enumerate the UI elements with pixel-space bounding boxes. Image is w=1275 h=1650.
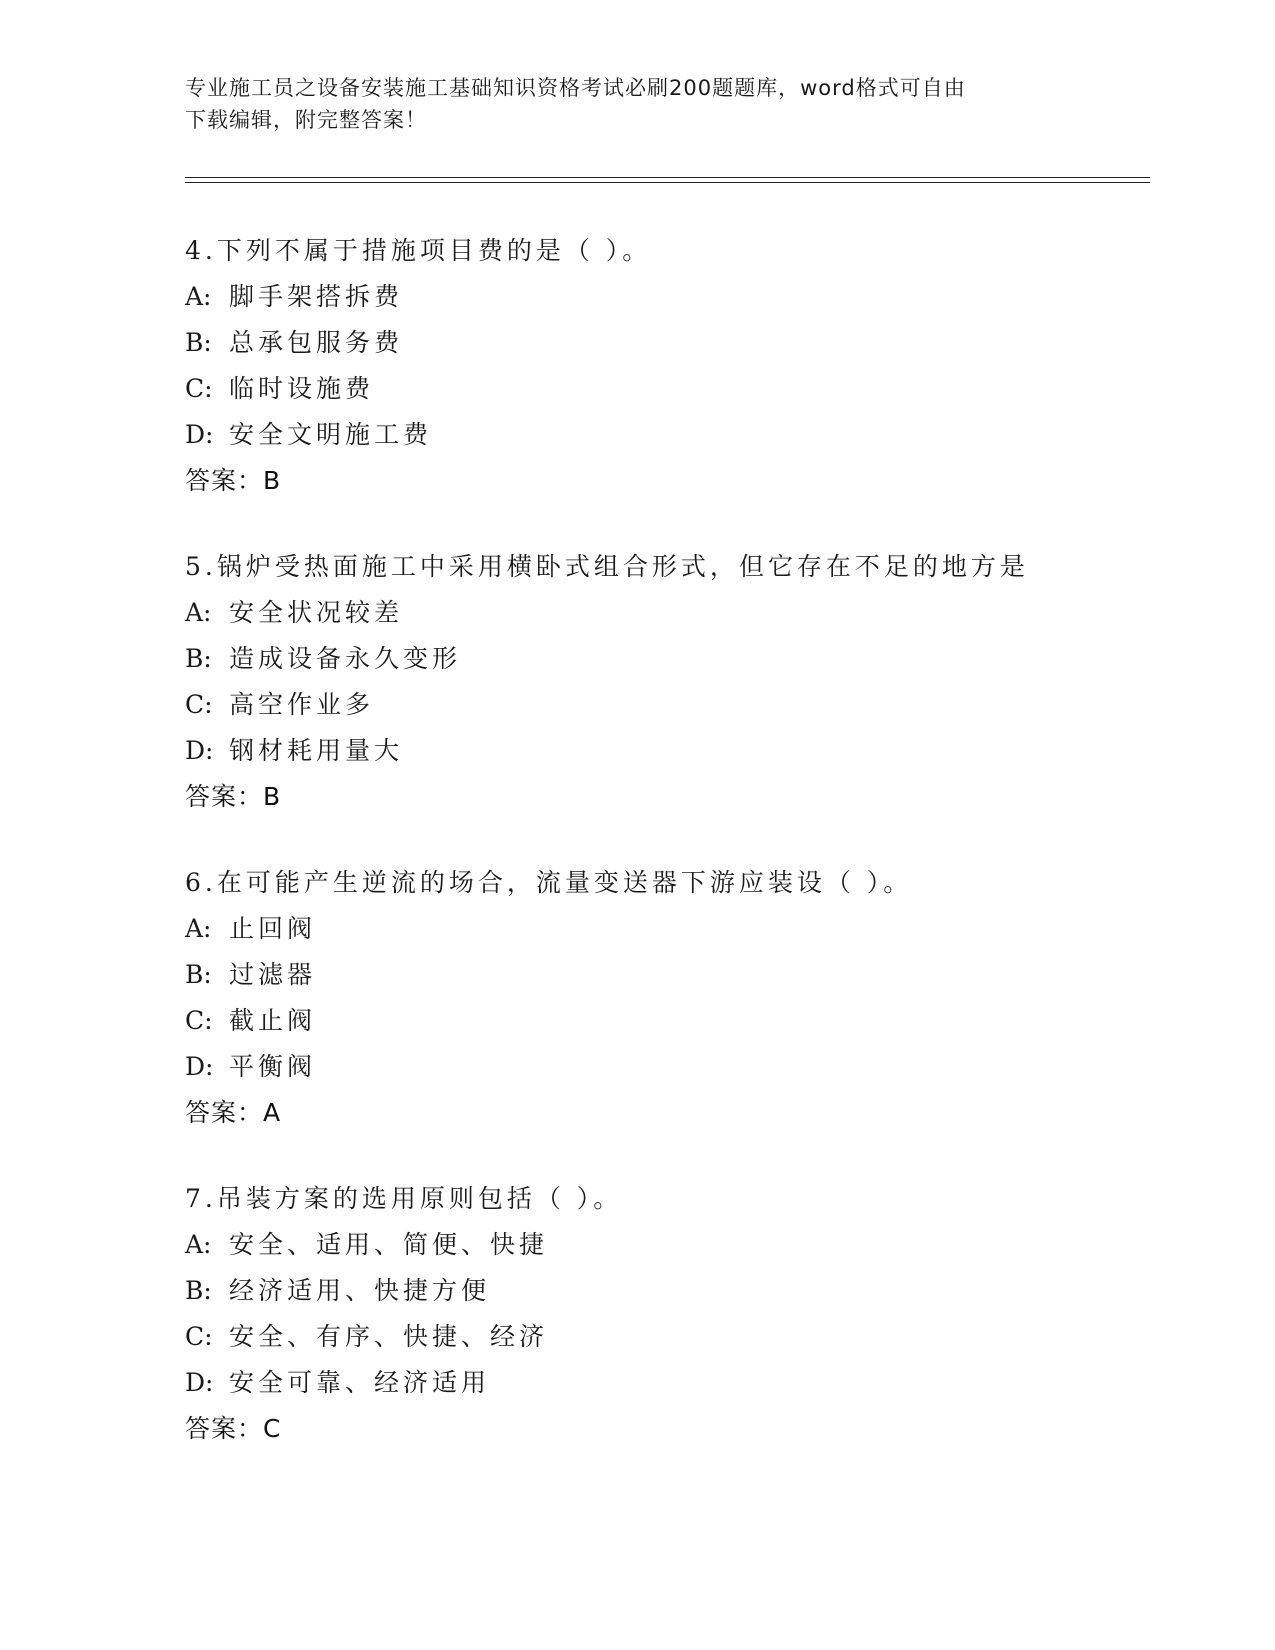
- option-text: 高空作业多: [229, 690, 375, 719]
- answer-prefix: 答案：: [185, 782, 264, 811]
- option-label: B:: [185, 328, 212, 357]
- question-block: [185, 544, 1145, 820]
- option-text: 经济适用、快捷方便: [229, 1276, 491, 1305]
- option-text: 造成设备永久变形: [229, 644, 462, 673]
- answer-value: B: [263, 782, 282, 811]
- header-divider-bottom: [185, 182, 1150, 183]
- option-label: A:: [185, 282, 212, 311]
- option-label: D:: [185, 420, 214, 449]
- answer-line: [185, 458, 1145, 504]
- answer-line: [185, 1406, 1145, 1452]
- document-header: [185, 72, 1085, 136]
- option-b: [185, 1268, 1145, 1314]
- option-label: C:: [185, 374, 213, 403]
- option-text: 平衡阀: [229, 1052, 317, 1081]
- question-block: [185, 1176, 1145, 1452]
- question-block: [185, 860, 1145, 1136]
- option-text: 总承包服务费: [229, 328, 404, 357]
- option-label: B:: [185, 1276, 212, 1305]
- option-label: A:: [185, 1230, 212, 1259]
- question-stem: 6.在可能产生逆流的场合，流量变送器下游应装设（ ）。: [185, 868, 913, 897]
- option-b: [185, 320, 1145, 366]
- option-label: D:: [185, 1052, 214, 1081]
- option-a: [185, 906, 1145, 952]
- question-stem: 5.锅炉受热面施工中采用横卧式组合形式，但它存在不足的地方是: [185, 552, 1029, 581]
- option-label: B:: [185, 960, 212, 989]
- option-text: 止回阀: [229, 914, 317, 943]
- option-label: B:: [185, 644, 212, 673]
- option-a: [185, 590, 1145, 636]
- option-label: C:: [185, 1322, 213, 1351]
- option-text: 截止阀: [229, 1006, 317, 1035]
- option-d: [185, 412, 1145, 458]
- option-label: A:: [185, 914, 212, 943]
- option-text: 钢材耗用量大: [229, 736, 404, 765]
- question-stem: 7.吊装方案的选用原则包括（ ）。: [185, 1184, 623, 1213]
- option-text: 安全、适用、简便、快捷: [229, 1230, 549, 1259]
- option-a: [185, 1222, 1145, 1268]
- answer-line: [185, 1090, 1145, 1136]
- option-c: [185, 1314, 1145, 1360]
- answer-line: [185, 774, 1145, 820]
- option-text: 安全文明施工费: [229, 420, 433, 449]
- option-text: 过滤器: [229, 960, 317, 989]
- header-title-line-1: 专业施工员之设备安装施工基础知识资格考试必刷200题题库，word格式可自由: [185, 76, 966, 100]
- option-text: 脚手架搭拆费: [229, 282, 404, 311]
- answer-value: A: [263, 1098, 282, 1127]
- option-c: [185, 998, 1145, 1044]
- header-divider-top: [185, 177, 1150, 178]
- answer-prefix: 答案：: [185, 1098, 264, 1127]
- answer-value: B: [263, 466, 282, 495]
- option-d: [185, 1360, 1145, 1406]
- option-label: C:: [185, 1006, 213, 1035]
- option-label: D:: [185, 1368, 214, 1397]
- option-text: 临时设施费: [229, 374, 375, 403]
- option-label: D:: [185, 736, 214, 765]
- option-b: [185, 636, 1145, 682]
- option-c: [185, 366, 1145, 412]
- answer-prefix: 答案：: [185, 466, 264, 495]
- option-a: [185, 274, 1145, 320]
- answer-value: C: [263, 1414, 282, 1443]
- answer-prefix: 答案：: [185, 1414, 264, 1443]
- question-stem: 4.下列不属于措施项目费的是（ ）。: [185, 236, 652, 265]
- option-label: A:: [185, 598, 212, 627]
- option-d: [185, 728, 1145, 774]
- option-b: [185, 952, 1145, 998]
- option-d: [185, 1044, 1145, 1090]
- header-title-line-2: 下载编辑，附完整答案！: [185, 108, 427, 132]
- option-text: 安全状况较差: [229, 598, 404, 627]
- option-c: [185, 682, 1145, 728]
- option-label: C:: [185, 690, 213, 719]
- option-text: 安全可靠、经济适用: [229, 1368, 491, 1397]
- option-text: 安全、有序、快捷、经济: [229, 1322, 549, 1351]
- question-block: [185, 228, 1145, 504]
